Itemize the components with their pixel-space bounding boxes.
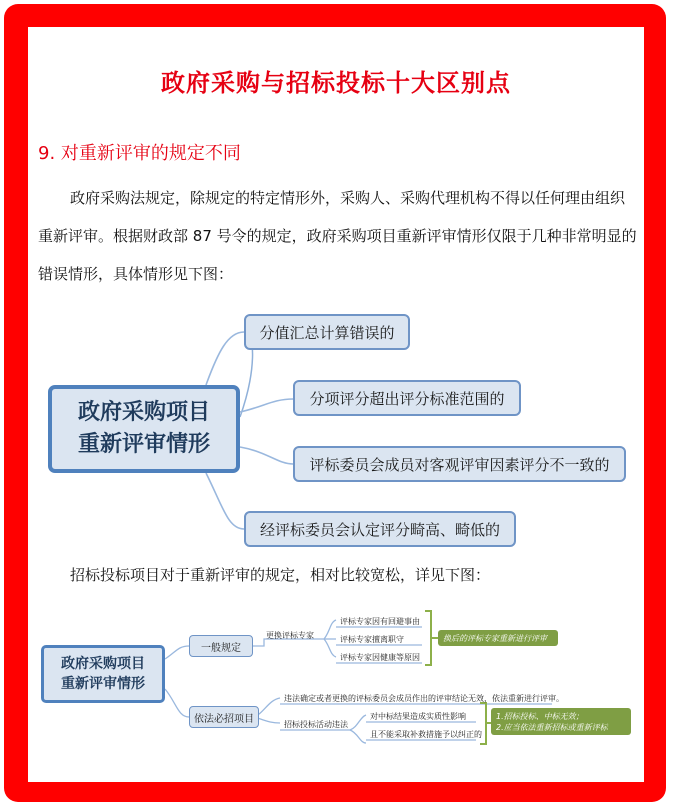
- paragraph-bidding: 招标投标项目对于重新评审的规定，相对比较宽松，详见下图：: [70, 566, 491, 584]
- legal-rule-text: 违法确定或者更换的评标委员会成员作出的评审结论无效，依法重新进行评审。: [284, 694, 564, 703]
- branch-score-out-of-range: 分项评分超出评分标准范围的: [293, 380, 521, 416]
- replace-item: 评标专家因有回避事由: [340, 617, 420, 626]
- mindmap2-center-line1: 政府采购项目: [61, 656, 145, 672]
- replace-item: 评标专家擅离职守: [340, 635, 404, 644]
- illegal-item: 且不能采取补救措施予以纠正的: [370, 730, 482, 739]
- document-sheet: [28, 27, 644, 782]
- mindmap1-center-line2: 重新评审情形: [77, 432, 210, 457]
- branch-legal-tender: 依法必招项目: [189, 706, 259, 728]
- illegal-result-line2: 2.应当依法重新招标或重新评标: [496, 722, 608, 732]
- mindmap2-center-line2: 重新评审情形: [61, 676, 145, 692]
- branch-sum-error: 分值汇总计算错误的: [244, 314, 410, 350]
- paragraph-government-procurement: 政府采购法规定，除规定的特定情形外，采购人、采购代理机构不得以任何理由组织重新评审。根据财政部 87 号令的规定，政府采购项目重新评审情形仅限于几种非常明显的错误情形，具体情形见下图：: [38, 189, 637, 283]
- illegal-result-line1: 1.招标投标、中标无效；: [496, 711, 584, 721]
- branch-abnormal-score: 经评标委员会认定评分畸高、畸低的: [244, 511, 516, 547]
- mindmap2-central-node: [41, 645, 165, 703]
- mindmap1-center-line1: 政府采购项目: [77, 400, 210, 425]
- branch-general-rule: 一般规定: [189, 635, 253, 657]
- replace-result-box: [438, 630, 558, 646]
- replace-expert-label: 更换评标专家: [266, 631, 314, 640]
- illegal-item: 对中标结果造成实质性影响: [370, 712, 466, 721]
- replace-result-text: 换后的评标专家重新进行评审: [443, 633, 547, 643]
- illegal-activity-label: 招标投标活动违法: [284, 720, 348, 729]
- section-heading: 9. 对重新评审的规定不同: [38, 143, 241, 164]
- branch-objective-inconsistent: 评标委员会成员对客观评审因素评分不一致的: [293, 446, 626, 482]
- illegal-result-box: [491, 708, 631, 735]
- replace-item: 评标专家因健康等原因: [340, 653, 420, 662]
- page-title: 政府采购与招标投标十大区别点: [161, 69, 511, 97]
- mindmap1-central-node: [48, 385, 240, 473]
